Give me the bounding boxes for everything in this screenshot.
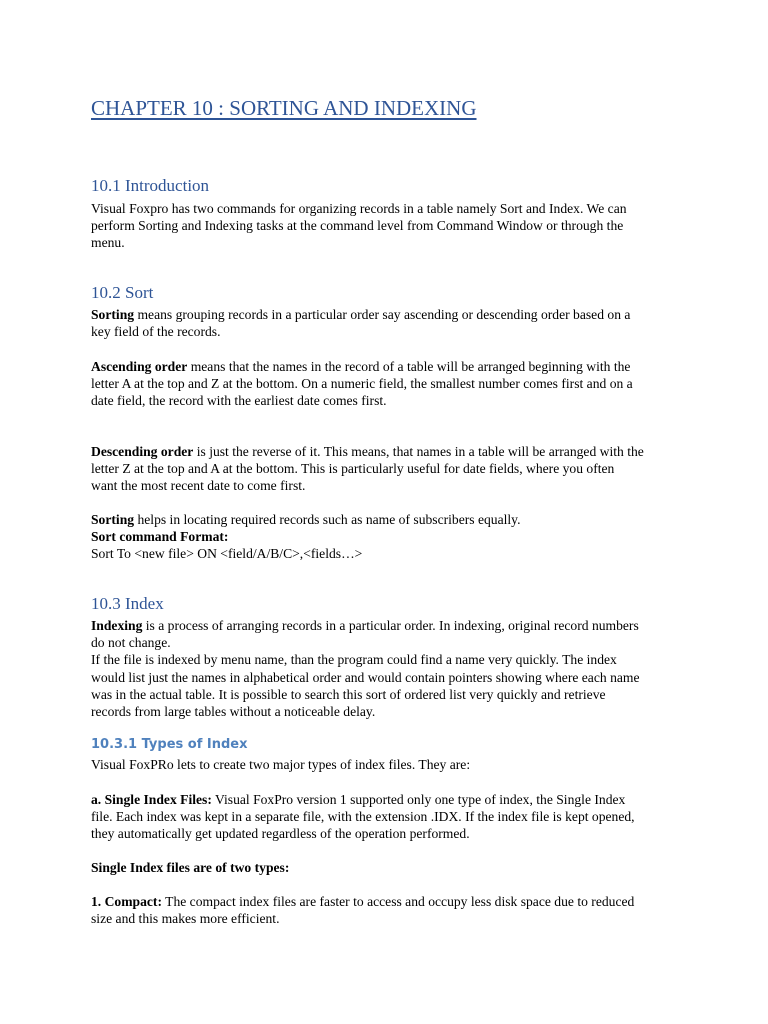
descending-term: Descending order <box>91 444 194 459</box>
sorting-helps-line <box>91 511 683 528</box>
types-of-index-heading: 10.3.1 Types of Index <box>91 737 248 752</box>
introduction-paragraph <box>91 200 683 252</box>
single-index-term: a. Single Index Files: <box>91 792 212 807</box>
sort-heading: 10.2 Sort <box>91 283 154 302</box>
introduction-line: menu. <box>91 235 125 251</box>
single-index-types-text: Single Index files are of two types: <box>91 860 290 875</box>
single-index-line: file. Each index was kept in a separate file, with the extension .IDX. If the index file is kept opened, <box>91 809 635 825</box>
ascending-line: letter A at the top and Z at the bottom. On a numeric field, the smallest number comes first and on a <box>91 376 633 392</box>
descending-text: is just the reverse of it. This means, that names in a table will be arranged with the <box>193 444 644 459</box>
descending-order-paragraph <box>91 443 683 495</box>
compact-text: The compact index files are faster to access and occupy less disk space due to reduced <box>161 894 635 909</box>
sorting-term: Sorting <box>91 307 135 322</box>
index-menu-line: was in the actual table. It is possible to search this sort of ordered list very quickly and retrieve <box>91 686 606 702</box>
introduction-line: perform Sorting and Indexing tasks at the command level from Command Window or through the <box>91 218 624 234</box>
single-index-paragraph <box>91 791 683 843</box>
sorting-helps-paragraph <box>91 511 683 563</box>
introduction-line: Visual Foxpro has two commands for organizing records in a table namely Sort and Index. We can <box>91 201 627 216</box>
descending-line <box>91 443 683 460</box>
sort-format-label-text: Sort command Format: <box>91 529 229 545</box>
introduction-heading: 10.1 Introduction <box>91 176 210 195</box>
sorting-helps-term: Sorting <box>91 512 135 527</box>
single-index-types-label <box>91 859 683 876</box>
sorting-definition-line <box>91 306 683 323</box>
sorting-definition-text: means grouping records in a particular order say ascending or descending order based on a <box>134 307 631 322</box>
compact-paragraph <box>91 893 683 927</box>
descending-line: letter Z at the top and A at the bottom. This is particularly useful for date fields, where you often <box>91 461 615 477</box>
ascending-text: means that the names in the record of a table will be arranged beginning with the <box>187 359 631 374</box>
sorting-helps-text: helps in locating required records such as name of subscribers equally. <box>134 512 521 527</box>
compact-term: 1. Compact: <box>91 894 162 909</box>
types-intro-line: Visual FoxPRo lets to create two major types of index files. They are: <box>91 757 471 772</box>
index-heading: 10.3 Index <box>91 594 164 613</box>
single-index-text: Visual FoxPro version 1 supported only one type of index, the Single Index <box>211 792 626 807</box>
indexing-line <box>91 617 683 634</box>
indexing-line: do not change. <box>91 635 171 651</box>
index-menu-line: If the file is indexed by menu name, than the program could find a name very quickly. The index <box>91 652 617 668</box>
ascending-line: date field, the record with the earliest date comes first. <box>91 393 387 409</box>
indexing-text: is a process of arranging records in a particular order. In indexing, original record numbers <box>142 618 639 633</box>
sorting-definition-line: key field of the records. <box>91 324 221 340</box>
ascending-line <box>91 358 683 375</box>
single-index-line: they automatically get updated regardless of the operation performed. <box>91 826 470 842</box>
index-menu-line: records from large tables without a noticeable delay. <box>91 704 376 720</box>
single-index-line <box>91 791 683 808</box>
descending-line: want the most recent date to come first. <box>91 478 306 494</box>
ascending-term: Ascending order <box>91 359 188 374</box>
ascending-order-paragraph <box>91 358 683 410</box>
sorting-definition <box>91 306 683 340</box>
single-index-types-line <box>91 859 683 876</box>
indexing-term: Indexing <box>91 618 143 633</box>
types-intro <box>91 756 683 773</box>
sort-format-label <box>91 528 683 545</box>
compact-line: size and this makes more efficient. <box>91 911 280 927</box>
indexing-definition <box>91 617 683 720</box>
index-menu-line: would list just the names in alphabetical order and would contain pointers showing where each name <box>91 669 640 685</box>
sort-format-syntax: Sort To <new file> ON <field/A/B/C>,<fields…> <box>91 546 363 562</box>
compact-line <box>91 893 683 910</box>
chapter-title: CHAPTER 10 : SORTING AND INDEXING <box>91 96 477 120</box>
